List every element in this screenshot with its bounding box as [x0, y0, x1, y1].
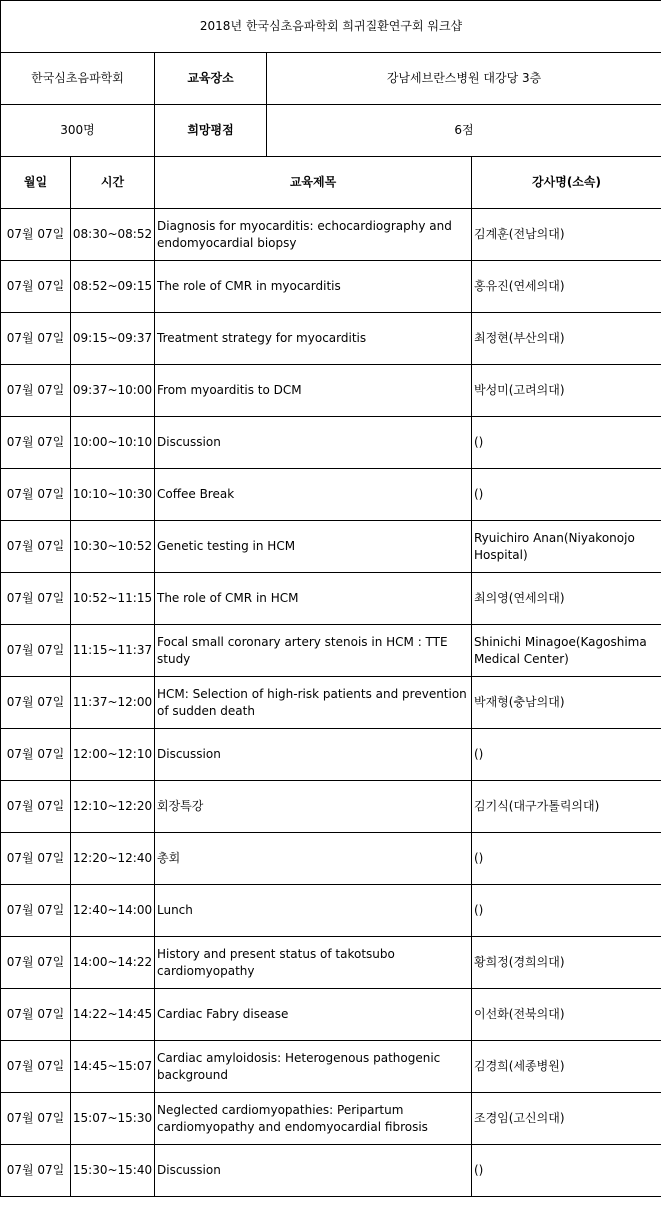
cell-date: 07월 07일 — [1, 833, 71, 885]
cell-title: The role of CMR in HCM — [155, 573, 472, 625]
cell-date: 07월 07일 — [1, 937, 71, 989]
table-row — [1, 937, 661, 989]
cell-date: 07월 07일 — [1, 261, 71, 313]
cell-date: 07월 07일 — [1, 209, 71, 261]
cell-title: Cardiac amyloidosis: Heterogenous pathogenic background — [155, 1041, 472, 1093]
table-row — [1, 677, 661, 729]
cell-title: HCM: Selection of high-risk patients and prevention of sudden death — [155, 677, 472, 729]
score-value: 6점 — [267, 105, 661, 157]
cell-title: Coffee Break — [155, 469, 472, 521]
table-row — [1, 885, 661, 937]
table-row — [1, 833, 661, 885]
cell-time: 10:10~10:30 — [71, 469, 155, 521]
cell-lecturer: () — [472, 417, 661, 469]
cell-time: 08:52~09:15 — [71, 261, 155, 313]
table-row — [1, 469, 661, 521]
cell-title: Genetic testing in HCM — [155, 521, 472, 573]
cell-time: 10:52~11:15 — [71, 573, 155, 625]
info-row-venue — [1, 53, 661, 105]
info-row-score — [1, 105, 661, 157]
cell-time: 08:30~08:52 — [71, 209, 155, 261]
cell-date: 07월 07일 — [1, 781, 71, 833]
cell-title: Discussion — [155, 417, 472, 469]
venue-label: 교육장소 — [155, 53, 267, 105]
page-title: 2018년 한국심초음파학회 희귀질환연구회 워크샵 — [1, 1, 661, 53]
cell-lecturer: 이선화(전북의대) — [472, 989, 661, 1041]
cell-title: 회장특강 — [155, 781, 472, 833]
table-row — [1, 209, 661, 261]
column-header-time: 시간 — [71, 157, 155, 209]
cell-time: 12:40~14:00 — [71, 885, 155, 937]
cell-date: 07월 07일 — [1, 521, 71, 573]
venue-value: 강남세브란스병원 대강당 3층 — [267, 53, 661, 105]
cell-date: 07월 07일 — [1, 677, 71, 729]
cell-title: Focal small coronary artery stenois in HCM : TTE study — [155, 625, 472, 677]
cell-title: From myoarditis to DCM — [155, 365, 472, 417]
table-row — [1, 781, 661, 833]
table-row — [1, 261, 661, 313]
cell-time: 11:37~12:00 — [71, 677, 155, 729]
organizer-value: 한국심초음파학회 — [1, 53, 155, 105]
cell-lecturer: 박성미(고려의대) — [472, 365, 661, 417]
cell-date: 07월 07일 — [1, 1041, 71, 1093]
cell-title: Treatment strategy for myocarditis — [155, 313, 472, 365]
cell-date: 07월 07일 — [1, 625, 71, 677]
table-row — [1, 521, 661, 573]
cell-lecturer: 김계훈(전남의대) — [472, 209, 661, 261]
cell-date: 07월 07일 — [1, 313, 71, 365]
cell-date: 07월 07일 — [1, 885, 71, 937]
cell-date: 07월 07일 — [1, 417, 71, 469]
cell-lecturer: 최정현(부산의대) — [472, 313, 661, 365]
cell-lecturer: 김경희(세종병원) — [472, 1041, 661, 1093]
cell-lecturer: 김기식(대구가톨릭의대) — [472, 781, 661, 833]
table-row — [1, 365, 661, 417]
cell-title: Lunch — [155, 885, 472, 937]
cell-title: Cardiac Fabry disease — [155, 989, 472, 1041]
cell-time: 15:07~15:30 — [71, 1093, 155, 1145]
cell-lecturer: () — [472, 885, 661, 937]
cell-lecturer: 홍유진(연세의대) — [472, 261, 661, 313]
cell-lecturer: Ryuichiro Anan(Niyakonojo Hospital) — [472, 521, 661, 573]
table-row — [1, 1093, 661, 1145]
cell-title: History and present status of takotsubo cardiomyopathy — [155, 937, 472, 989]
cell-lecturer: () — [472, 1145, 661, 1197]
cell-time: 12:20~12:40 — [71, 833, 155, 885]
cell-time: 15:30~15:40 — [71, 1145, 155, 1197]
column-header-row — [1, 157, 661, 209]
column-header-lecturer: 강사명(소속) — [472, 157, 661, 209]
cell-time: 09:37~10:00 — [71, 365, 155, 417]
column-header-title: 교육제목 — [155, 157, 472, 209]
cell-title: Discussion — [155, 729, 472, 781]
table-row — [1, 573, 661, 625]
cell-title: 총회 — [155, 833, 472, 885]
cell-date: 07월 07일 — [1, 365, 71, 417]
cell-lecturer: () — [472, 729, 661, 781]
cell-lecturer: () — [472, 833, 661, 885]
cell-time: 10:30~10:52 — [71, 521, 155, 573]
cell-date: 07월 07일 — [1, 573, 71, 625]
cell-lecturer: () — [472, 469, 661, 521]
table-row — [1, 313, 661, 365]
capacity-value: 300명 — [1, 105, 155, 157]
cell-title: Discussion — [155, 1145, 472, 1197]
cell-time: 12:10~12:20 — [71, 781, 155, 833]
table-row — [1, 729, 661, 781]
cell-time: 10:00~10:10 — [71, 417, 155, 469]
cell-time: 14:22~14:45 — [71, 989, 155, 1041]
cell-time: 14:00~14:22 — [71, 937, 155, 989]
table-row — [1, 1145, 661, 1197]
column-header-date: 월일 — [1, 157, 71, 209]
cell-date: 07월 07일 — [1, 469, 71, 521]
cell-lecturer: Shinichi Minagoe(Kagoshima Medical Center) — [472, 625, 661, 677]
cell-title: Diagnosis for myocarditis: echocardiography and endomyocardial biopsy — [155, 209, 472, 261]
table-row — [1, 625, 661, 677]
cell-lecturer: 박재형(충남의대) — [472, 677, 661, 729]
cell-title: The role of CMR in myocarditis — [155, 261, 472, 313]
score-label: 희망평점 — [155, 105, 267, 157]
cell-date: 07월 07일 — [1, 1145, 71, 1197]
cell-date: 07월 07일 — [1, 989, 71, 1041]
cell-date: 07월 07일 — [1, 729, 71, 781]
cell-time: 14:45~15:07 — [71, 1041, 155, 1093]
cell-title: Neglected cardiomyopathies: Peripartum cardiomyopathy and endomyocardial fibrosis — [155, 1093, 472, 1145]
cell-lecturer: 조경임(고신의대) — [472, 1093, 661, 1145]
cell-lecturer: 황희정(경희의대) — [472, 937, 661, 989]
table-row — [1, 1041, 661, 1093]
cell-time: 12:00~12:10 — [71, 729, 155, 781]
table-row — [1, 989, 661, 1041]
cell-time: 11:15~11:37 — [71, 625, 155, 677]
cell-lecturer: 최의영(연세의대) — [472, 573, 661, 625]
cell-date: 07월 07일 — [1, 1093, 71, 1145]
table-row — [1, 417, 661, 469]
title-row — [1, 1, 661, 53]
cell-time: 09:15~09:37 — [71, 313, 155, 365]
